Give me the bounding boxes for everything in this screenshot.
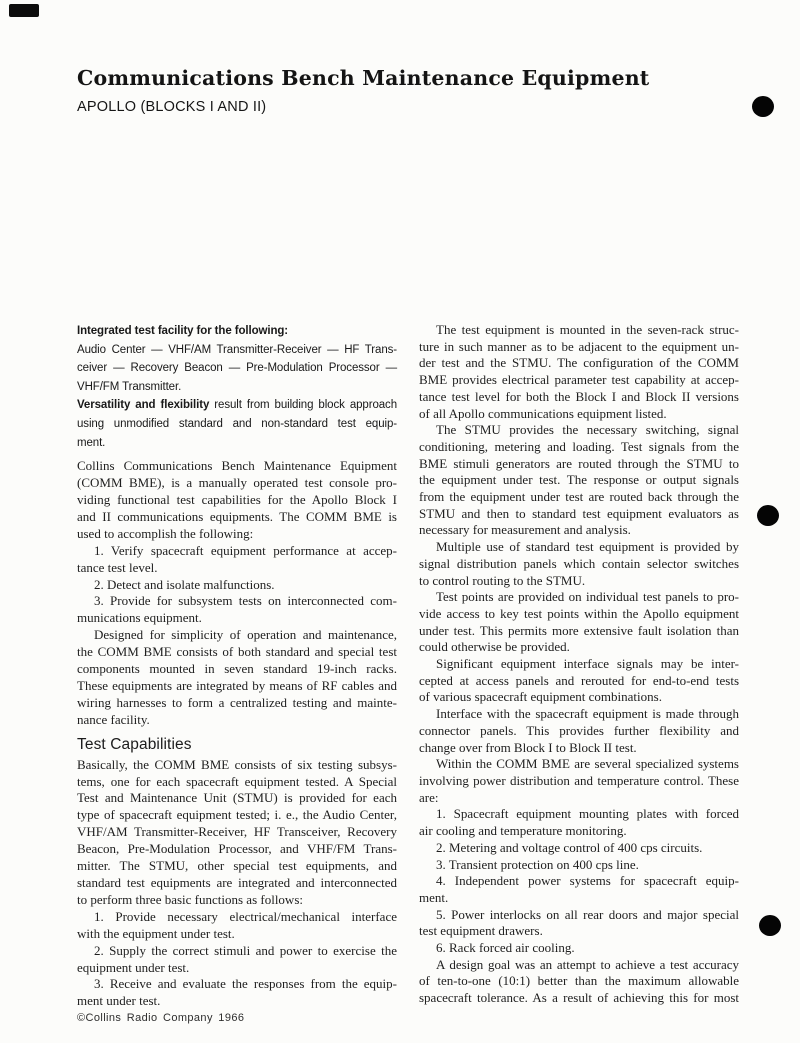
text-line: of various spacecraft equipment combinations. <box>419 689 662 705</box>
test-capabilities-paragraphs <box>77 757 397 1011</box>
text-line: ment. <box>77 436 106 449</box>
text-line: nance facility. <box>77 711 150 727</box>
text-line: the COMM BME consists of both standard and special test <box>77 644 397 660</box>
text-line: Audio Center — VHF/AM Transmitter-Receiver — HF Trans- <box>77 343 397 356</box>
copyright-footer: ©Collins Radio Company 1966 <box>77 1012 245 1024</box>
text-line: Significant equipment interface signals may be inter- <box>436 656 739 672</box>
text-line: wiring harnesses to form a centralized testing and mainte- <box>77 694 397 710</box>
text-line: 2. Supply the correct stimuli and power to exercise the <box>94 942 397 958</box>
section-heading: Test Capabilities <box>77 735 192 753</box>
text-line: 3. Transient protection on 400 cps line. <box>436 856 639 872</box>
text-line: 1. Verify spacecraft equipment performance at accep- <box>94 542 397 558</box>
text-line: Within the COMM BME are several specialized systems <box>436 756 739 772</box>
intro-block <box>77 322 397 452</box>
text-line: test equipment drawers. <box>419 923 543 939</box>
text-line: tance test level. <box>77 559 158 575</box>
text-line: involving power distribution and temperature control. These <box>419 772 739 788</box>
text-line: ceiver — Recovery Beacon — Pre-Modulation Processor — <box>77 362 397 375</box>
text-line: (COMM BME), is a manually operated test console pro- <box>77 475 397 491</box>
text-line: Versatility and flexibility result from building block approach <box>77 399 397 412</box>
text-line: ture in such manner as to be adjacent to the equipment un- <box>419 338 739 354</box>
text-line: necessary for measurement and analysis. <box>419 522 631 538</box>
text-line: Collins Communications Bench Maintenance Equipment <box>77 458 397 474</box>
registration-mark <box>9 4 39 17</box>
text-line: ment. <box>419 889 449 905</box>
text-line: type of spacecraft equipment tested; i. e., the Audio Center, <box>77 807 397 823</box>
text-line: ment under test. <box>77 993 161 1009</box>
text-line: The test equipment is mounted in the seven-rack struc- <box>436 322 739 337</box>
text-line: with the equipment under test. <box>77 925 235 941</box>
text-line: connector panels. This provides further flexibility and <box>419 722 739 738</box>
text-line: tance test level for both the Block I and Block II versions <box>419 388 739 404</box>
two-column-body <box>77 322 739 1010</box>
binder-dot-icon <box>759 915 781 936</box>
text-line: Test and Maintenance Unit (STMU) is provided for each <box>77 790 397 806</box>
text-line: 2. Metering and voltage control of 400 cps circuits. <box>436 839 703 855</box>
text-line: 6. Rack forced air cooling. <box>436 940 575 956</box>
text-line: 3. Provide for subsystem tests on interconnected com- <box>94 593 397 609</box>
text-line: of all Apollo communications equipment listed. <box>419 405 667 421</box>
text-line: STMU and then to standard test equipment evaluators as <box>419 505 739 521</box>
text-line: VHF/AM Transmitter-Receiver, HF Transceiver, Recovery <box>77 824 397 840</box>
text-line: and II communications equipments. The COMM BME is <box>77 508 397 524</box>
text-line: Integrated test facility for the following: <box>77 325 289 337</box>
text-line: BME provides electrical parameter test capability at accep- <box>419 372 739 388</box>
binder-dot-icon <box>757 505 779 526</box>
left-column <box>77 322 397 1010</box>
text-line: under test. This permits more extensive fault isolation than <box>419 622 739 638</box>
text-line: to control routing to the STMU. <box>419 572 586 588</box>
text-line: viding functional test capabilities for the Apollo Block I <box>77 491 397 507</box>
text-line: 2. Detect and isolate malfunctions. <box>94 576 275 592</box>
text-line: mitter. The STMU, other special test equipments, and <box>77 858 397 874</box>
text-line: A design goal was an attempt to achieve a test accuracy <box>436 956 739 972</box>
text-line: used to accomplish the following: <box>77 525 254 541</box>
overview-paragraphs <box>77 458 397 729</box>
text-line: Multiple use of standard test equipment is provided by <box>436 539 739 555</box>
page-subtitle: APOLLO (BLOCKS I AND II) <box>77 99 267 115</box>
text-line: tems, one for each spacecraft equipment tested. A Special <box>77 773 397 789</box>
text-line: conditioning, metering and loading. Test signals from the <box>419 438 739 454</box>
text-line: The STMU provides the necessary switching, signal <box>436 422 739 438</box>
text-line: munications equipment. <box>77 610 202 626</box>
text-line: Test points are provided on individual test panels to pro- <box>436 589 739 605</box>
text-line: 1. Provide necessary electrical/mechanical interface <box>94 908 397 924</box>
text-line: the equipment under test. The response or output signals <box>419 472 739 488</box>
binder-dot-icon <box>752 96 774 117</box>
text-line: 1. Spacecraft equipment mounting plates with forced <box>436 806 739 822</box>
text-line: 4. Independent power systems for spacecraft equip- <box>436 873 739 889</box>
page-title: Communications Bench Maintenance Equipment <box>77 66 650 90</box>
text-line: signal distribution panels which contain selector switches <box>419 555 739 571</box>
right-column <box>419 322 739 1010</box>
text-line: Basically, the COMM BME consists of six testing subsys- <box>77 756 397 772</box>
text-line: components mounted in seven standard 19-inch racks. <box>77 661 397 677</box>
text-line: air cooling and temperature monitoring. <box>419 823 627 839</box>
text-line: change over from Block I to Block II test. <box>419 739 637 755</box>
text-line: could otherwise be provided. <box>419 639 570 655</box>
text-line: from the equipment under test are routed back through the <box>419 489 739 505</box>
text-line: cepted at access panels and rerouted for end-to-end tests <box>419 672 739 688</box>
text-line: These equipments are integrated by means of RF cables and <box>77 677 397 693</box>
text-line: of ten-to-one (10:1) better than the maximum allowable <box>419 973 739 989</box>
text-line: spacecraft tolerance. As a result of achieving this for most <box>419 990 739 1006</box>
text-line: BME stimuli generators are routed through the STMU to <box>419 455 739 471</box>
text-line: der test and the STMU. The configuration of the COMM <box>419 355 739 371</box>
text-line: equipment under test. <box>77 959 190 975</box>
text-line: Beacon, Pre-Modulation Processor, and VHF/FM Trans- <box>77 841 397 857</box>
text-line: to perform three basic functions as follows: <box>77 891 303 907</box>
text-line: VHF/FM Transmitter. <box>77 380 182 393</box>
text-line: are: <box>419 789 439 805</box>
text-line: standard test equipments are integrated and interconnected <box>77 875 397 890</box>
text-line: 3. Receive and evaluate the responses from the equip- <box>94 976 397 992</box>
text-line: 5. Power interlocks on all rear doors and major special <box>436 906 739 922</box>
text-line: Interface with the spacecraft equipment is made through <box>436 706 739 722</box>
text-line: Designed for simplicity of operation and maintenance, <box>94 627 397 643</box>
text-line: vide access to key test points within the Apollo equipment <box>419 605 739 621</box>
text-line: using unmodified standard and non-standard test equip- <box>77 417 397 430</box>
